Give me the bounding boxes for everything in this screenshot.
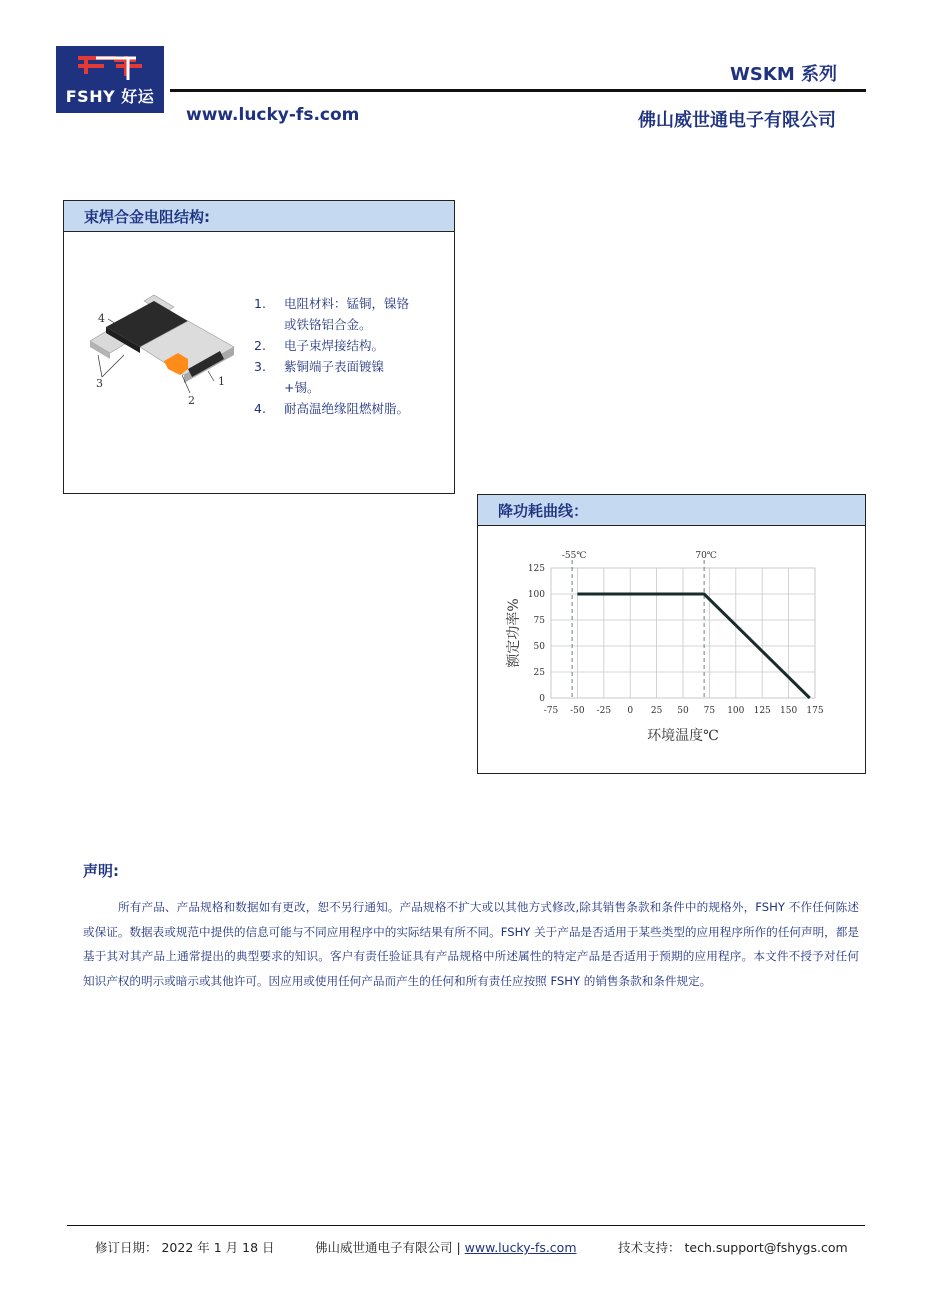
list-item: 4. 耐高温绝缘阻燃树脂。 — [254, 401, 410, 416]
x-tick-label: -75 — [543, 706, 559, 716]
callout-3: 3 — [96, 377, 103, 390]
x-tick-label: -25 — [596, 706, 612, 716]
list-item: 3. 紫铜端子表面镀镍+锡。 — [254, 359, 385, 395]
x-tick-label: 50 — [677, 706, 689, 716]
footer-divider — [67, 1225, 865, 1226]
declaration-title: 声明: — [83, 862, 119, 880]
logo-text: FSHY 好运 — [65, 87, 155, 106]
callout-2: 2 — [188, 394, 195, 407]
revision-date: 修订日期： 2022 年 1 月 18 日 — [95, 1240, 275, 1255]
derating-panel — [477, 494, 866, 774]
x-tick-label: 175 — [806, 706, 824, 716]
resistor-illustration — [84, 289, 249, 409]
x-tick-label: 100 — [727, 706, 745, 716]
footer-website-link[interactable]: www.lucky-fs.com — [464, 1240, 577, 1255]
derating-title: 降功耗曲线： — [498, 502, 589, 520]
y-tick-label: 25 — [533, 668, 545, 678]
list-item: 1. 电阻材料：锰铜，镍铬或铁铬铝合金。 — [254, 296, 410, 332]
structure-title: 束焊合金电阻结构: — [84, 208, 210, 226]
footer-company-name: 佛山威世通电子有限公司 | — [315, 1240, 465, 1255]
material-list — [254, 293, 419, 419]
y-tick-label: 75 — [533, 616, 545, 626]
y-tick-label: 50 — [533, 642, 545, 652]
declaration-text: 所有产品、产品规格和数据如有更改，恕不另行通知。产品规格不扩大或以其他方式修改,除其销售条款和条件中的规格外，FSHY 不作任何陈述或保证。数据表或规范中提供的信息可能与不同应用程序中的实际结果有所不同。FSHY 关于产品是否适用于某些类型的应用程序所作的任何声明，都是基于其对其产品上通常提出的典型要求的知识。客户有责任验证具有产品规格中所述属性的特定产品是否适用于预期的应用程序。本文件不授予对任何知识产权的明示或暗示或其他许可。因应用或使用任何产品而产生的任何和所有责任应按照 FSHY 的销售条款和条件规定。 — [83, 900, 859, 988]
y-tick-label: 125 — [527, 564, 545, 574]
website-link[interactable]: www.lucky-fs.com — [186, 105, 360, 125]
x-tick-label: 25 — [650, 706, 663, 716]
series-title: WSKM 系列 — [730, 64, 837, 85]
x-tick-label: 75 — [703, 706, 716, 716]
y-tick-label: 0 — [539, 694, 545, 704]
y-tick-label: 100 — [527, 590, 545, 600]
x-tick-label: 150 — [780, 706, 798, 716]
callout-4: 4 — [98, 312, 105, 325]
derating-panel-header — [478, 495, 865, 526]
annotation-label: -55℃ — [561, 551, 587, 561]
x-tick-label: 125 — [753, 706, 771, 716]
tech-support: 技术支持： tech.support@fshygs.com — [618, 1240, 848, 1255]
structure-panel — [63, 200, 455, 494]
annotation-label: 70℃ — [695, 551, 717, 561]
header-divider — [170, 89, 866, 92]
company-logo — [56, 46, 164, 113]
derating-chart — [478, 526, 863, 771]
footer-company — [315, 1238, 577, 1256]
list-item: 2. 电子束焊接结构。 — [254, 338, 385, 353]
y-axis-label: 额定功率% — [506, 598, 522, 668]
structure-panel-header — [64, 201, 454, 232]
x-tick-label: 0 — [627, 706, 634, 716]
x-axis-label: 环境温度℃ — [647, 728, 719, 744]
callout-1: 1 — [218, 375, 225, 388]
x-tick-label: -50 — [570, 706, 585, 716]
company-name: 佛山威世通电子有限公司 — [638, 110, 836, 131]
